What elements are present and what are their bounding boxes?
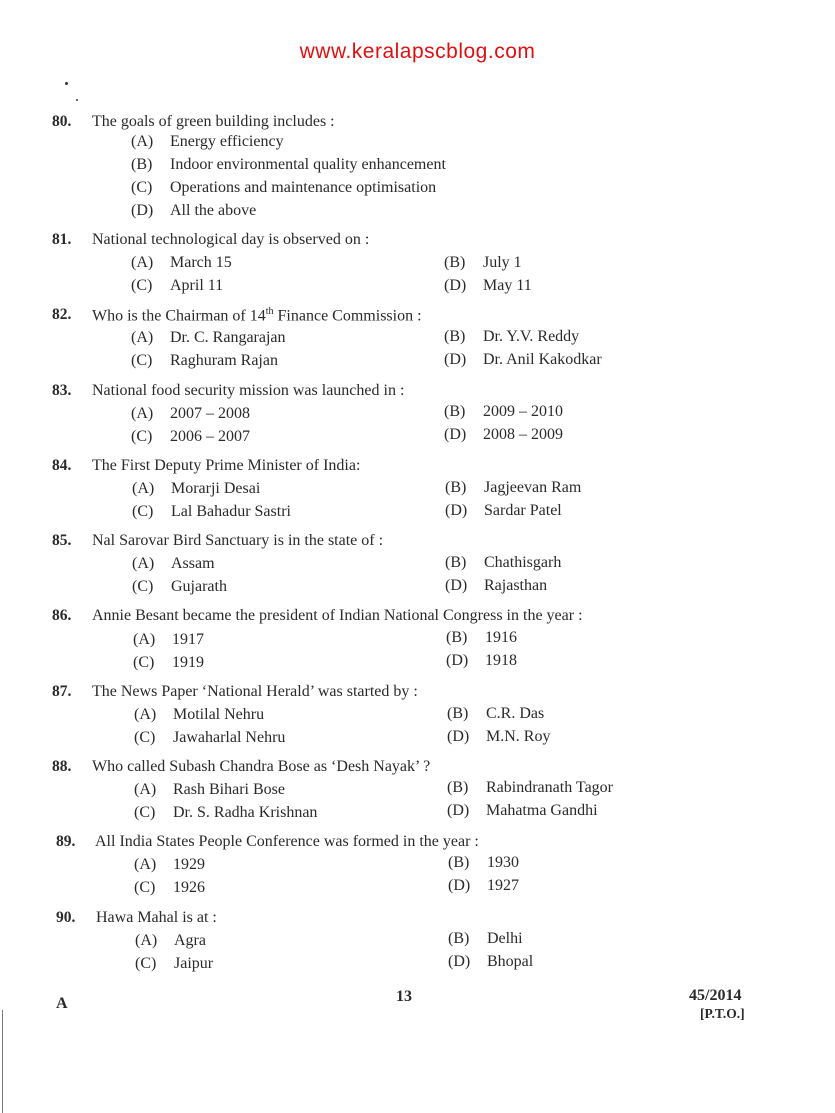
option-a	[135, 932, 206, 950]
option-label: (B)	[444, 403, 466, 420]
option-text: Morarji Desai	[171, 480, 261, 497]
option-label: (D)	[444, 277, 467, 294]
option-a	[132, 480, 260, 498]
option-label: (C)	[131, 428, 153, 445]
option-text: Dr. C. Rangarajan	[170, 329, 286, 346]
option-text: Agra	[174, 932, 206, 949]
option-text: May 11	[483, 277, 532, 294]
option-text: Motilal Nehru	[173, 706, 265, 723]
option-label: (A)	[132, 480, 155, 497]
question-text: Annie Besant became the president of Indian National Congress in the year :	[92, 607, 583, 624]
option-d	[445, 577, 547, 595]
scan-speck	[65, 82, 68, 85]
option-b	[444, 254, 522, 272]
option-b	[445, 479, 581, 497]
option-text: 2009 – 2010	[483, 403, 563, 420]
option-d	[131, 202, 256, 220]
option-label: (A)	[134, 781, 157, 798]
option-text: Dr. S. Radha Krishnan	[173, 804, 318, 821]
option-text: Dr. Y.V. Reddy	[483, 328, 580, 345]
option-label: (B)	[446, 629, 468, 646]
question-text: The First Deputy Prime Minister of India:	[92, 457, 361, 474]
option-a	[131, 329, 286, 347]
option-b	[447, 705, 544, 723]
option-text: Sardar Patel	[484, 502, 562, 519]
option-c	[135, 955, 213, 973]
question-text: The goals of green building includes :	[92, 113, 335, 130]
option-text: Chathisgarh	[484, 554, 562, 571]
question-text: All India States People Conference was formed in the year :	[95, 833, 479, 850]
scan-speck	[76, 99, 78, 101]
option-label: (D)	[444, 351, 467, 368]
option-text: 1916	[485, 629, 517, 646]
option-d	[444, 351, 602, 369]
option-label: (D)	[447, 728, 470, 745]
option-label: (B)	[447, 779, 469, 796]
option-d	[446, 652, 517, 670]
question-number: 88.	[52, 758, 72, 775]
option-a	[131, 405, 250, 423]
option-b	[446, 629, 517, 647]
option-text: Lal Bahadur Sastri	[171, 503, 291, 520]
option-a	[134, 706, 264, 724]
question-text: Nal Sarovar Bird Sanctuary is in the state of :	[92, 532, 384, 549]
option-text: April 11	[170, 277, 224, 294]
option-a	[131, 254, 232, 272]
option-text: All the above	[170, 202, 257, 219]
option-label: (B)	[444, 328, 466, 345]
option-label: (C)	[134, 879, 156, 896]
option-d	[444, 277, 532, 295]
option-text: Jaipur	[174, 955, 214, 972]
option-label: (C)	[131, 179, 153, 196]
option-text: Jagjeevan Ram	[484, 479, 582, 496]
option-b	[444, 403, 563, 421]
option-label: (B)	[444, 254, 466, 271]
option-text: Assam	[171, 555, 215, 572]
option-a	[133, 631, 204, 649]
option-text: Bhopal	[487, 953, 534, 970]
question-number: 86.	[52, 607, 72, 624]
option-text: Raghuram Rajan	[170, 352, 278, 369]
option-label: (B)	[448, 854, 470, 871]
option-label: (A)	[132, 555, 155, 572]
option-text: March 15	[170, 254, 232, 271]
question-text: Hawa Mahal is at :	[96, 909, 217, 926]
option-label: (A)	[134, 706, 157, 723]
option-d	[448, 877, 519, 895]
paper-code: 45/2014	[689, 987, 742, 1004]
question-number: 84.	[52, 457, 72, 474]
option-c	[132, 578, 227, 596]
option-text: 2006 – 2007	[170, 428, 250, 445]
option-text: Indoor environmental quality enhancement	[170, 156, 446, 173]
option-c	[131, 179, 436, 197]
question-number: 81.	[52, 231, 72, 248]
option-text: 1919	[172, 654, 204, 671]
question-number: 82.	[52, 306, 72, 323]
option-text: C.R. Das	[486, 705, 545, 722]
option-d	[447, 802, 598, 820]
option-b	[447, 779, 613, 797]
option-label: (A)	[134, 856, 157, 873]
option-label: (A)	[131, 405, 154, 422]
option-label: (A)	[135, 932, 158, 949]
option-text: 1927	[487, 877, 519, 894]
option-label: (D)	[446, 652, 469, 669]
question-text: Who called Subash Chandra Bose as ‘Desh Nayak’ ?	[92, 758, 431, 775]
option-label: (A)	[133, 631, 156, 648]
option-label: (A)	[131, 254, 154, 271]
option-a	[134, 781, 285, 799]
option-text: 1918	[485, 652, 517, 669]
option-label: (A)	[131, 329, 154, 346]
question-text: National food security mission was launched in :	[92, 382, 405, 399]
option-d	[444, 426, 563, 444]
option-label: (C)	[131, 352, 153, 369]
option-text: 2008 – 2009	[483, 426, 563, 443]
option-text: Delhi	[487, 930, 523, 947]
option-label: (B)	[448, 930, 470, 947]
option-text: Rajasthan	[484, 577, 548, 594]
option-a	[134, 856, 205, 874]
option-c	[134, 729, 285, 747]
option-label: (D)	[448, 877, 471, 894]
option-b	[131, 156, 446, 174]
question-number: 83.	[52, 382, 72, 399]
option-label: (D)	[448, 953, 471, 970]
question-text: The News Paper ‘National Herald’ was started by :	[92, 683, 418, 700]
option-label: (C)	[132, 503, 154, 520]
option-label: (C)	[134, 729, 156, 746]
question-number: 89.	[56, 833, 76, 850]
option-text: Jawaharlal Nehru	[173, 729, 286, 746]
option-label: (B)	[445, 479, 467, 496]
question-number: 90.	[56, 909, 76, 926]
option-text: 1917	[172, 631, 204, 648]
question-number: 87.	[52, 683, 72, 700]
option-c	[134, 879, 205, 897]
option-text: 2007 – 2008	[170, 405, 250, 422]
option-label: (B)	[131, 156, 153, 173]
site-watermark: www.keralapscblog.com	[299, 40, 536, 63]
option-label: (B)	[447, 705, 469, 722]
option-c	[134, 804, 317, 822]
option-text: Energy efficiency	[170, 133, 284, 150]
option-label: (A)	[131, 133, 154, 150]
option-text: Gujarath	[171, 578, 227, 595]
option-label: (C)	[132, 578, 154, 595]
option-label: (C)	[133, 654, 155, 671]
option-text: Dr. Anil Kakodkar	[483, 351, 602, 368]
option-a	[132, 555, 215, 573]
option-text: Mahatma Gandhi	[486, 802, 598, 819]
option-d	[447, 728, 550, 746]
option-text: Rash Bihari Bose	[173, 781, 285, 798]
option-c	[131, 277, 223, 295]
option-text: July 1	[483, 254, 522, 271]
question-number: 85.	[52, 532, 72, 549]
option-label: (C)	[131, 277, 153, 294]
option-label: (C)	[134, 804, 156, 821]
option-text: 1930	[487, 854, 519, 871]
option-text: 1926	[173, 879, 205, 896]
option-text: M.N. Roy	[486, 728, 551, 745]
pto-note: [P.T.O.]	[700, 1006, 745, 1021]
option-b	[448, 854, 519, 872]
option-a	[131, 133, 284, 151]
question-number: 80.	[52, 113, 72, 130]
option-label: (D)	[444, 426, 467, 443]
series-label: A	[56, 995, 68, 1012]
option-b	[448, 930, 523, 948]
option-label: (D)	[445, 577, 468, 594]
option-label: (D)	[445, 502, 468, 519]
page-number: 13	[396, 988, 412, 1005]
option-c	[133, 654, 204, 672]
option-c	[131, 352, 278, 370]
option-c	[132, 503, 291, 521]
option-d	[448, 953, 533, 971]
option-b	[445, 554, 561, 572]
option-b	[444, 328, 579, 346]
option-c	[131, 428, 250, 446]
question-text: National technological day is observed on :	[92, 231, 370, 248]
option-text: Operations and maintenance optimisation	[170, 179, 437, 196]
option-label: (D)	[447, 802, 470, 819]
option-text: 1929	[173, 856, 205, 873]
option-text: Rabindranath Tagor	[486, 779, 613, 796]
option-label: (B)	[445, 554, 467, 571]
option-label: (C)	[135, 955, 157, 972]
scan-edge-line	[2, 1010, 3, 1113]
option-d	[445, 502, 562, 520]
option-label: (D)	[131, 202, 154, 219]
question-text: Who is the Chairman of 14th Finance Commission :	[92, 306, 422, 325]
